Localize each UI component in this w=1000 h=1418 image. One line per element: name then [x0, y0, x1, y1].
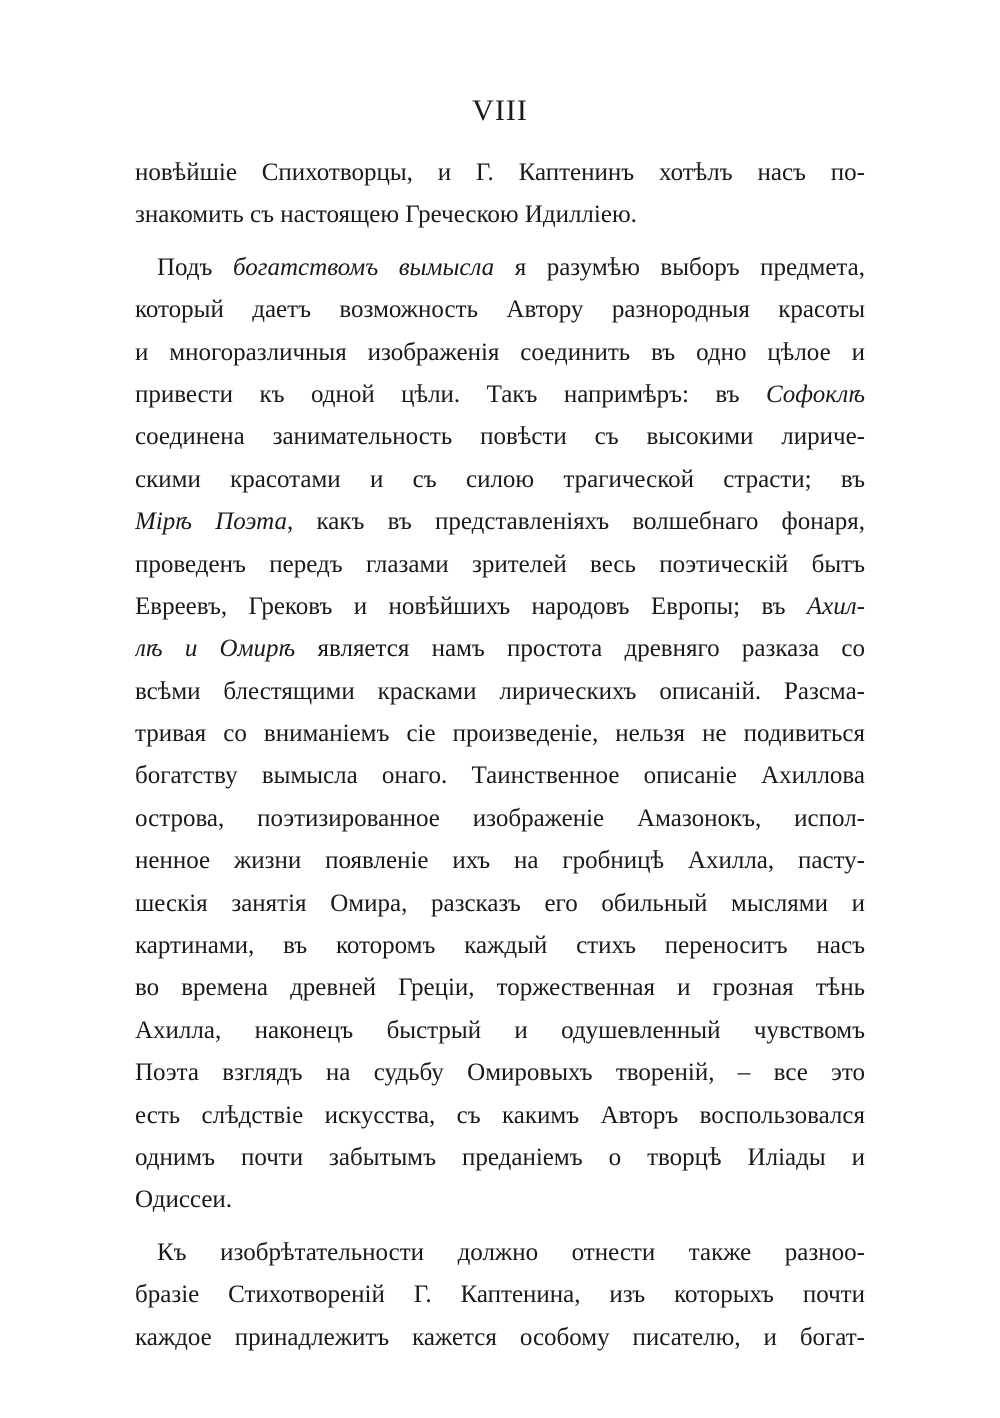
text-line: знакомить съ настоящею Греческою Идилліею.: [135, 201, 637, 229]
text-line: проведенъ передъ глазами зрителей весь поэтическій бытъ: [135, 550, 865, 578]
text-line: Къ изобрѣтательности должно отнести также разноо-: [157, 1238, 865, 1266]
text-line: Одиссеи.: [135, 1186, 233, 1214]
text-line: шескія занятія Омира, разсказъ его обильный мыслями и: [135, 889, 865, 917]
text-line: Евреевъ, Грековъ и новѣйшихъ народовъ Европы; въ Ахил-: [135, 592, 865, 620]
italic-phrase: богатствомъ вымысла: [233, 253, 495, 281]
italic-phrase: Ахил-: [806, 592, 865, 620]
text-line: есть слѣдствіе искусства, съ какимъ Авторъ воспользовался: [135, 1101, 865, 1129]
text-line: ненное жизни появленіе ихъ на гробницѣ Ахилла, пасту-: [135, 847, 865, 875]
text-line: лѣ и Омирѣ является намъ простота древняго разказа со: [135, 635, 865, 663]
text-line: новѣйшіе Спихотворцы, и Г. Каптенинъ хотѣлъ насъ по-: [135, 159, 865, 186]
text-line: Мірѣ Поэта, какъ въ представленіяхъ волшебнаго фонаря,: [135, 508, 865, 536]
text-line: тривая со вниманіемъ сіе произведеніе, нельзя не подивиться: [135, 720, 865, 748]
text-line: картинами, въ которомъ каждый стихъ переноситъ насъ: [135, 932, 865, 960]
text-line: острова, поэтизированное изображеніе Амазонокъ, испол-: [135, 804, 865, 832]
text-line: бразіе Стихотвореній Г. Каптенина, изъ которыхъ почти: [135, 1281, 865, 1309]
text-line: Ахилла, наконецъ быстрый и одушевленный чувствомъ: [135, 1016, 865, 1044]
text-line: соединена занимательность повѣсти съ высокими лириче-: [135, 423, 865, 451]
text-line: Подъ богатствомъ вымысла я разумѣю выборъ предмета,: [157, 253, 865, 281]
text-line: каждое принадлежитъ кажется особому писателю, и богат-: [135, 1323, 865, 1351]
italic-phrase: Мірѣ Поэта: [135, 508, 287, 536]
text-line: и многоразличныя изображенія соединить въ одно цѣлое и: [135, 338, 865, 366]
text-line: привести къ одной цѣли. Такъ напримѣръ: въ Софоклѣ: [135, 380, 865, 408]
italic-phrase: Софоклѣ: [765, 380, 865, 408]
body-text: [135, 152, 865, 1359]
italic-phrase: лѣ и Омирѣ: [135, 635, 296, 663]
page-number: VIII: [472, 94, 528, 127]
text-line: богатству вымысла онаго. Таинственное описаніе Ахиллова: [135, 762, 865, 790]
text-line: скими красотами и съ силою трагической страсти; въ: [135, 465, 865, 493]
text-line: Поэта взглядъ на судьбу Омировыхъ твореній, – все это: [135, 1059, 865, 1087]
text-line: всѣми блестящими красками лирическихъ описаній. Разсма-: [135, 677, 865, 705]
text-line: во времена древней Греціи, торжественная и грозная тѣнь: [135, 974, 865, 1002]
text-line: однимъ почти забытымъ преданіемъ о творцѣ Иліады и: [135, 1143, 865, 1171]
text-line: который даетъ возможность Автору разнородныя красоты: [135, 296, 865, 324]
